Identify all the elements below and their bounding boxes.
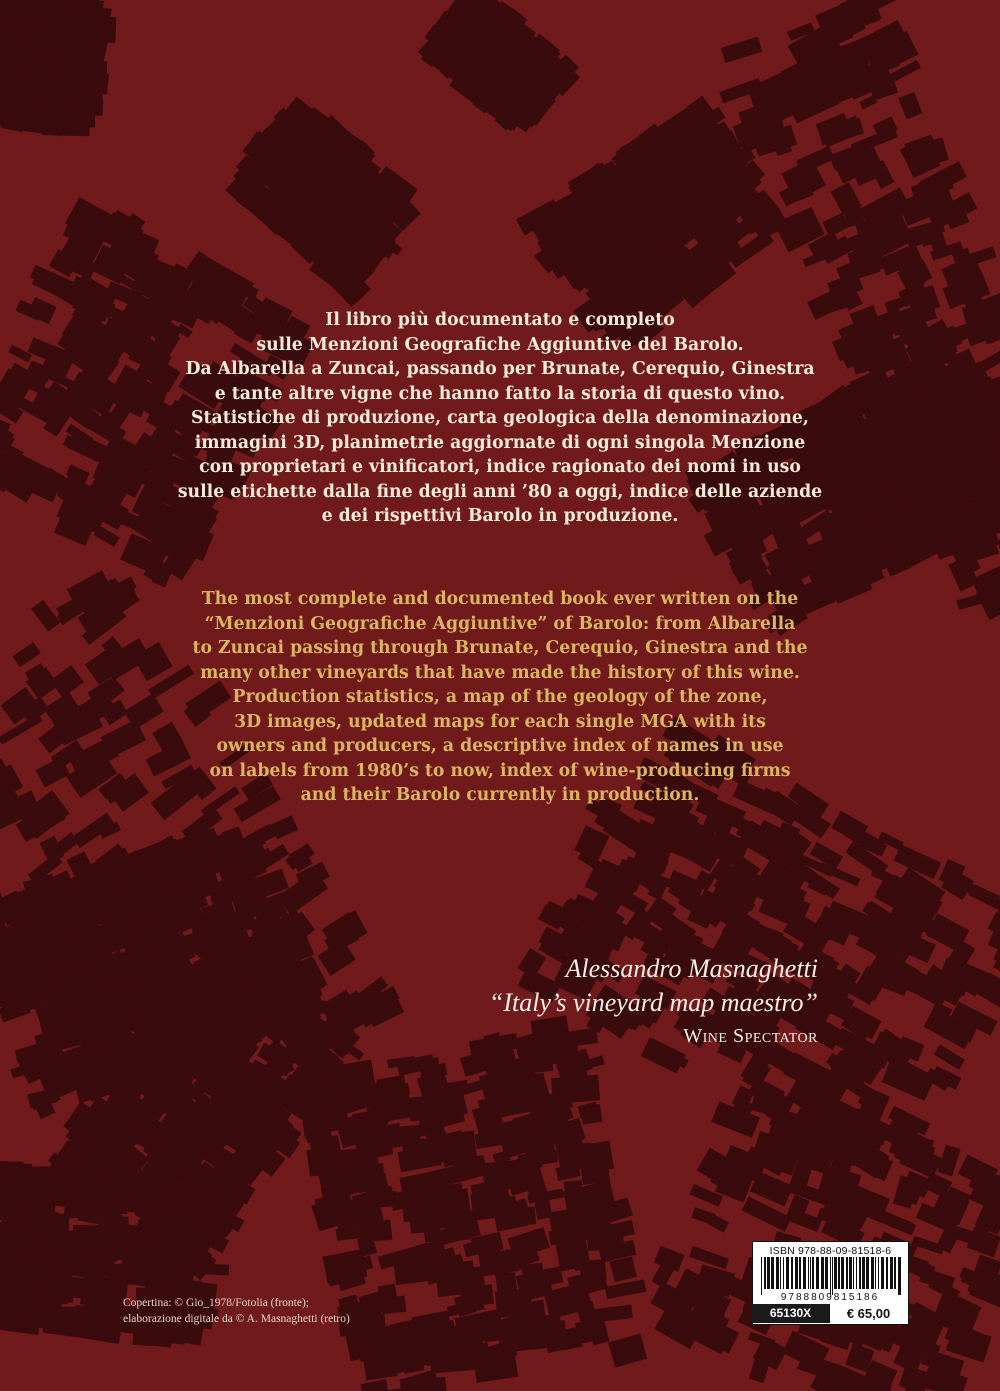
vineyard-parcel	[408, 1096, 430, 1122]
endorsement-quote	[489, 952, 818, 1050]
vineyard-parcel	[106, 1281, 122, 1299]
barcode-graphic	[759, 1257, 902, 1301]
vineyard-parcel	[83, 1206, 103, 1224]
vineyard-parcel	[515, 1300, 546, 1325]
italian-description	[0, 308, 1000, 529]
price-label: € 65,00	[829, 1304, 907, 1323]
barcode-bar	[856, 1257, 857, 1289]
barcode-bar	[832, 1257, 833, 1295]
description-line: sulle etichette dalla fine degli anni ’80 a oggi, indice delle aziende	[177, 481, 823, 502]
vineyard-parcel	[318, 939, 356, 976]
vineyard-parcel	[3, 1261, 47, 1286]
barcode-bar	[799, 1257, 801, 1289]
barcode-bar	[808, 1257, 809, 1289]
description-line: many other vineyards that have made the history of this wine.	[200, 662, 800, 683]
vineyard-parcel	[605, 1279, 646, 1299]
vineyard-parcel	[43, 1271, 73, 1299]
vineyard-parcel	[911, 1236, 944, 1255]
barcode-bar	[816, 1257, 819, 1289]
vineyard-parcel	[65, 86, 99, 104]
barcode-bar	[894, 1257, 896, 1289]
barcode-bar	[776, 1257, 779, 1289]
barcode-bar	[866, 1257, 869, 1289]
vineyard-parcel	[18, 1236, 59, 1260]
description-line: Il libro più documentato e completo	[325, 310, 675, 330]
vineyard-parcel	[560, 1059, 589, 1091]
barcode-bar	[853, 1257, 854, 1289]
vineyard-parcel	[7, 1183, 32, 1207]
description-line: sulle Menzioni Geografiche Aggiuntive del Barolo.	[256, 334, 744, 355]
vineyard-parcel	[40, 836, 65, 864]
vineyard-parcel	[56, 55, 71, 67]
vineyard-parcel	[332, 1065, 369, 1091]
vineyard-parcel	[0, 46, 26, 72]
barcode-bar	[803, 1257, 806, 1289]
barcode-bar	[771, 1257, 774, 1289]
barcode-bar	[810, 1257, 811, 1289]
vineyard-parcel	[689, 1246, 729, 1269]
description-line: e tante altre vigne che hanno fatto la storia di questo vino.	[214, 383, 786, 404]
barcode-bar	[825, 1257, 828, 1289]
description-line: Production statistics, a map of the geology of the zone,	[232, 687, 768, 707]
vineyard-parcel	[898, 92, 922, 119]
isbn-text: ISBN 978-88-09-81518-6	[769, 1245, 892, 1257]
vineyard-parcel	[495, 1272, 518, 1303]
barcode-bar	[838, 1257, 840, 1289]
barcode-bar	[791, 1257, 793, 1289]
vineyard-parcel	[21, 72, 61, 99]
barcode-bar	[886, 1257, 888, 1289]
barcode-bar	[841, 1257, 844, 1289]
barcode-bar	[786, 1257, 789, 1289]
barcode-digits: 9788809815186	[780, 1292, 880, 1301]
vineyard-parcel	[365, 1178, 387, 1202]
vineyard-parcel	[57, 15, 96, 43]
description-line: “Menzioni Geografiche Aggiuntive” of Barolo: from Albarella	[204, 613, 796, 634]
barcode-bar	[875, 1257, 876, 1289]
description-line: e dei rispettivi Barolo in produzione.	[321, 506, 679, 526]
barcode-bar	[881, 1257, 884, 1289]
quote-source: Wine Spectator	[683, 1025, 818, 1047]
description-line: Da Albarella a Zuncai, passando per Brunate, Cerequio, Ginestra	[185, 359, 815, 379]
vineyard-parcel	[368, 1088, 412, 1124]
barcode-bar	[821, 1257, 824, 1289]
vineyard-parcel	[122, 1251, 166, 1282]
vineyard-parcel	[934, 1044, 965, 1070]
vineyard-parcel	[608, 1334, 647, 1368]
barcode-bar	[862, 1257, 865, 1289]
vineyard-parcel	[610, 1256, 637, 1282]
vineyard-parcel	[654, 1246, 684, 1272]
product-code: 65130X	[752, 1304, 829, 1323]
vineyard-parcel	[353, 1299, 382, 1320]
vineyard-parcel	[594, 1304, 633, 1322]
barcode-bar	[812, 1257, 814, 1289]
vineyard-parcel	[163, 1235, 208, 1263]
vineyard-parcel	[868, 1207, 916, 1236]
quote-tagline: “Italy’s vineyard map maestro”	[488, 988, 818, 1017]
image-credits	[123, 1295, 350, 1327]
barcode-bar	[764, 1257, 766, 1289]
barcode-bar	[834, 1257, 837, 1289]
barcode-bar	[761, 1257, 762, 1295]
vineyard-parcel	[749, 1350, 772, 1383]
vineyard-parcel	[478, 1093, 518, 1122]
barcode-bar	[767, 1257, 770, 1289]
vineyard-parcel	[359, 1220, 392, 1243]
barcode-bar	[871, 1257, 874, 1289]
barcode-bar	[846, 1257, 848, 1289]
description-line: con proprietari e vinificatori, indice ragionato dei nomi in uso	[199, 457, 801, 477]
description-line: owners and producers, a descriptive index of names in use	[216, 736, 784, 756]
barcode-bar	[898, 1257, 901, 1295]
barcode-bar	[780, 1257, 781, 1289]
vineyard-parcel	[182, 1262, 229, 1275]
description-line: Statistiche di produzione, carta geologica della denominazione,	[191, 408, 809, 428]
barcode-bar	[783, 1257, 784, 1289]
vineyard-parcel	[51, 1192, 70, 1208]
description-line: to Zuncai passing through Brunate, Cerequio, Ginestra and the	[192, 638, 808, 658]
description-line: The most complete and documented book ever written on the	[201, 589, 799, 609]
description-line: on labels from 1980’s to now, index of wine-producing firms	[209, 760, 791, 781]
barcode-bar	[795, 1257, 798, 1289]
vineyard-parcel	[859, 95, 877, 110]
quote-author: Alessandro Masnaghetti	[565, 954, 818, 983]
barcode-bar	[830, 1257, 831, 1295]
barcode-bar	[849, 1257, 852, 1289]
description-line: 3D images, updated maps for each single MGA with its	[234, 711, 766, 732]
vineyard-parcel	[557, 1142, 594, 1171]
description-line: immagini 3D, planimetrie aggiornate di ogni singola Menzione	[194, 432, 806, 453]
vineyard-parcel	[38, 104, 68, 124]
credit-line: elaborazione digitale da © A. Masnaghetti (retro)	[123, 1313, 350, 1325]
barcode-bar	[859, 1257, 861, 1289]
description-line: and their Barolo currently in production.	[300, 785, 700, 805]
vineyard-parcel	[410, 1215, 441, 1234]
vineyard-parcel	[721, 37, 763, 63]
vineyard-parcel	[402, 1138, 428, 1169]
vineyard-parcel	[538, 1142, 556, 1160]
barcode-bar	[878, 1257, 879, 1289]
english-description	[0, 587, 1000, 808]
barcode-bar	[890, 1257, 893, 1289]
credit-line: Copertina: © Gio_1978/Fotolia (fronte);	[123, 1297, 309, 1309]
